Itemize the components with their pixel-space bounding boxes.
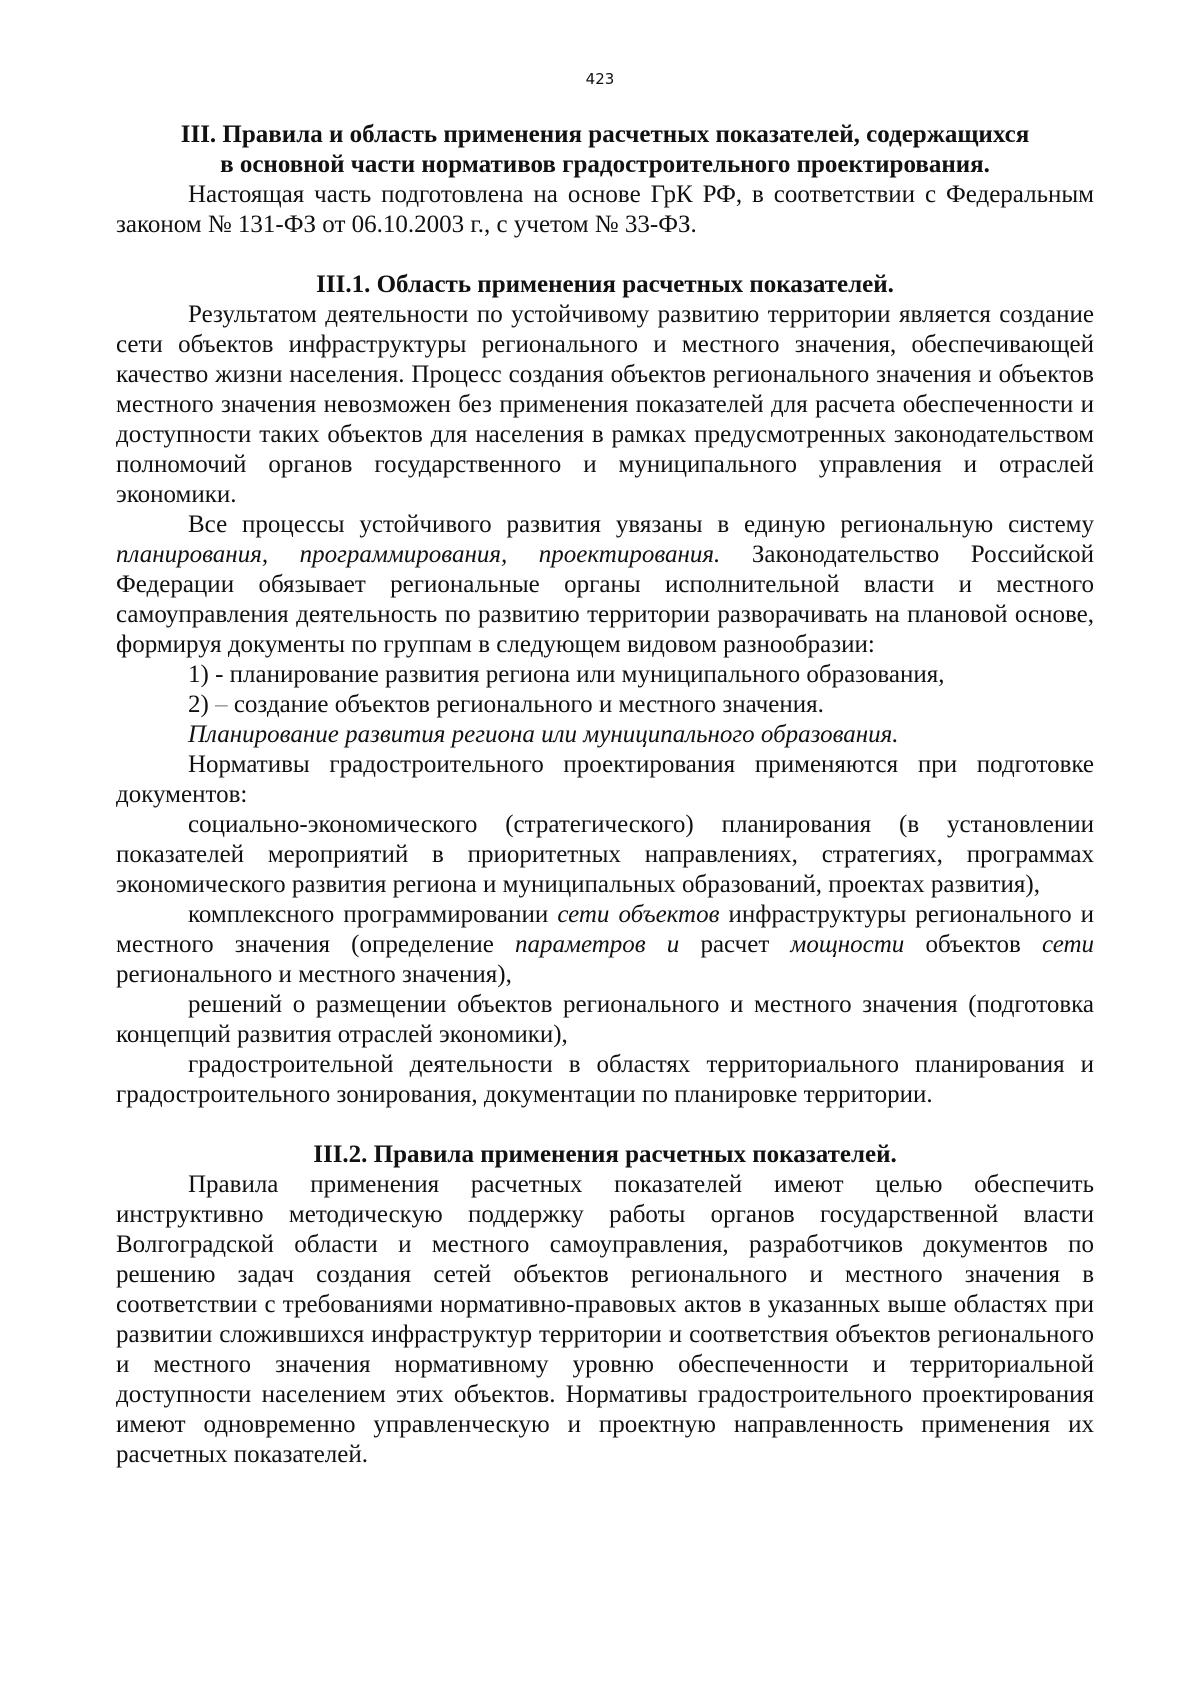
section1-paragraph-2 bbox=[116, 510, 1094, 660]
list-item-2-number: 2) bbox=[188, 691, 209, 718]
section1-paragraph-1: Результатом деятельности по устойчивому развитию территории является создание сети объектов инфраструктуры регионального и местного значения, обеспечивающей качество жизни населения. Процесс создания объектов регионального значения и объектов местного значения невозможен без применения показателей для расчета обеспеченности и доступности таких объектов для населения в рамках предусмотренных законодательством полномочий органов государственного и муниципального управления и отраслей экономики. bbox=[116, 301, 1094, 508]
p5-italic-3: мощности bbox=[790, 931, 905, 958]
p5-italic-1: сети объектов bbox=[557, 901, 720, 928]
p2-italic-text: планирования, программирования, проектирования. bbox=[116, 541, 721, 568]
section2-paragraph-1: Правила применения расчетных показателей имеют целью обеспечить инструктивно методическую поддержку работы органов государственной власти Волгоградской области и местного самоуправления, разработчиков документов по решению задач создания сетей объектов регионального и местного значения в соответствии с требованиями нормативно-правовых актов в указанных выше областях при развитии сложившихся инфраструктур территории и соответствия объектов регионального и местного значения нормативному уровню обеспеченности и территориальной доступности населением этих объектов. Нормативы градостроительного проектирования имеют одновременно управленческую и проектную направленность применения их расчетных показателей. bbox=[116, 1171, 1094, 1468]
list-item-1: 1) - планирование развития региона или муниципального образования, bbox=[188, 661, 945, 688]
p2-start-text: Все процессы устойчивого развития увязаны в единую региональную систему bbox=[188, 511, 1094, 538]
section1-paragraph-6: решений о размещении объектов регионального и местного значения (подготовка концепций развития отраслей экономики), bbox=[116, 991, 1094, 1048]
section1-title: III.1. Область применения расчетных показателей. bbox=[316, 271, 894, 298]
p5-italic-4: сети bbox=[1041, 931, 1095, 958]
chapter-heading-line1: III. Правила и область применения расчетных показателей, содержащихся bbox=[180, 121, 1030, 148]
document-body bbox=[116, 120, 1094, 1470]
p5-italic-2: параметров и bbox=[515, 931, 680, 958]
chapter-heading bbox=[116, 120, 1094, 180]
italic-subheading: Планирование развития региона или муниципального образования. bbox=[188, 721, 899, 748]
p5-text-2: инфраструктуры регионального и местного значения (определение bbox=[116, 901, 1095, 958]
chapter-heading-line2: в основной части нормативов градостроительного проектирования. bbox=[220, 151, 990, 178]
p2-end-text: Законодательство Российской Федерации обязывает региональные органы исполнительной власти и местного самоуправления деятельность по развитию территории разворачивать на плановой основе, формируя документы по группам в следующем видовом разнообразии: bbox=[116, 541, 1094, 658]
section1-paragraph-3: Нормативы градостроительного проектирования применяются при подготовке документов: bbox=[116, 751, 1094, 808]
p5-text-3: расчет bbox=[700, 931, 770, 958]
section1-paragraph-7: градостроительной деятельности в областях территориального планирования и градостроительного зонирования, документации по планировке территории. bbox=[116, 1051, 1094, 1108]
section1-paragraph-5 bbox=[116, 900, 1094, 990]
section1-paragraph-4: социально-экономического (стратегического) планирования (в установлении показателей мероприятий в приоритетных направлениях, стратегиях, программах экономического развития региона и муниципальных образований, проектах развития), bbox=[116, 811, 1094, 898]
section2-title: III.2. Правила применения расчетных показателей. bbox=[313, 1141, 897, 1168]
list-item-2-text: создание объектов регионального и местного значения. bbox=[233, 691, 824, 718]
list-item-2 bbox=[116, 690, 1094, 720]
intro-paragraph: Настоящая часть подготовлена на основе ГрК РФ, в соответствии с Федеральным законом № 131-ФЗ от 06.10.2003 г., с учетом № 33-ФЗ. bbox=[116, 181, 1094, 238]
p5-text-4: объектов bbox=[925, 931, 1021, 958]
page-number: 423 bbox=[585, 70, 615, 88]
list-item-2-dash: – bbox=[215, 691, 228, 718]
p5-text-5: регионального и местного значения), bbox=[116, 961, 512, 988]
p5-text-1: комплексного программировании bbox=[188, 901, 549, 928]
